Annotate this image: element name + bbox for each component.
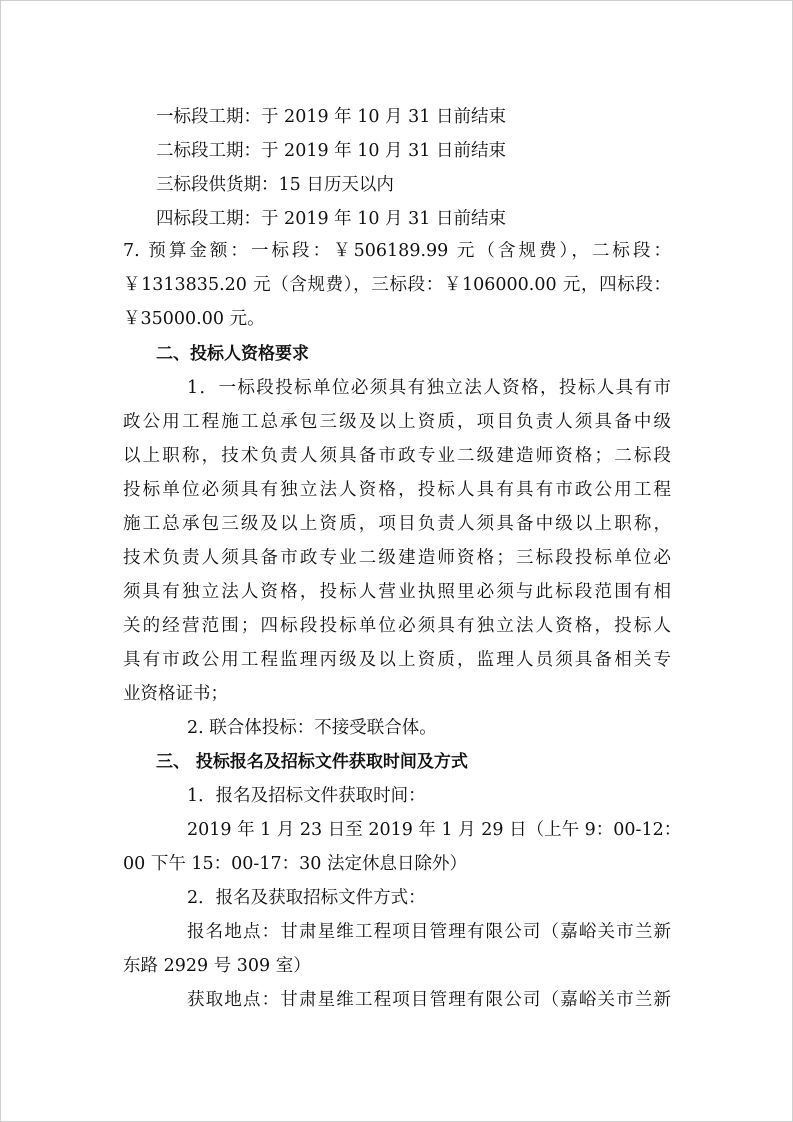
schedule-line-4: 四标段工期：于 2019 年 10 月 31 日前结束 [156, 209, 506, 229]
section2-item1-line-8: 关的经营范围；四标段投标单位必须具有独立法人资格，投标人 [123, 616, 671, 636]
schedule-line-2: 二标段工期：于 2019 年 10 月 31 日前结束 [156, 141, 506, 161]
section2-item1-line-5: 施工总承包三级及以上资质，项目负责人须具备中级以上职称， [123, 514, 671, 534]
section2-heading: 二、投标人资格要求 [156, 344, 309, 364]
section2-item1-line-7: 须具有独立法人资格，投标人营业执照里必须与此标段范围有相 [123, 582, 671, 602]
registration-place-line-1: 报名地点：甘肃星维工程项目管理有限公司（嘉峪关市兰新 [187, 922, 671, 942]
section2-item2: 2. 联合体投标：不接受联合体。 [187, 718, 437, 738]
budget-line-1: 7. 预算金额：一标段：￥506189.99 元（含规费），二标段： [123, 241, 671, 261]
section2-item1-line-9: 具有市政公用工程监理丙级及以上资质，监理人员须具备相关专 [123, 650, 671, 670]
budget-line-3: ￥35000.00 元。 [123, 309, 265, 329]
section2-item1-line-10: 业资格证书； [123, 684, 228, 704]
section3-item1-title: 1．报名及招标文件获取时间： [187, 786, 426, 806]
schedule-line-3: 三标段供货期：15 日历天以内 [156, 175, 394, 195]
section3-item1-line-2: 00 下午 15：00-17：30 法定休息日除外） [123, 854, 467, 874]
registration-place-line-2: 东路 2929 号 309 室） [123, 956, 311, 976]
section2-item1-line-4: 投标单位必须具有独立法人资格，投标人具有具有市政公用工程 [123, 480, 671, 500]
section3-heading: 三、 投标报名及招标文件获取时间及方式 [156, 752, 468, 772]
section2-item1-line-2: 政公用工程施工总承包三级及以上资质，项目负责人须具备中级 [123, 412, 671, 432]
acquisition-place-line-1: 获取地点：甘肃星维工程项目管理有限公司（嘉峪关市兰新 [187, 990, 671, 1010]
section2-item1-line-6: 技术负责人须具备市政专业二级建造师资格；三标段投标单位必 [123, 548, 671, 568]
section2-item1-line-3: 以上职称，技术负责人须具备市政专业二级建造师资格；二标段 [123, 446, 671, 466]
schedule-line-1: 一标段工期：于 2019 年 10 月 31 日前结束 [156, 107, 506, 127]
section3-item2-title: 2．报名及获取招标文件方式： [187, 888, 426, 908]
section2-item1-line-1: 1．一标段投标单位必须具有独立法人资格，投标人具有市 [187, 378, 671, 398]
section3-item1-line-1: 2019 年 1 月 23 日至 2019 年 1 月 29 日（上午 9：00-12： [187, 820, 682, 840]
budget-line-2: ￥1313835.20 元（含规费），三标段：￥106000.00 元，四标段： [123, 275, 671, 295]
